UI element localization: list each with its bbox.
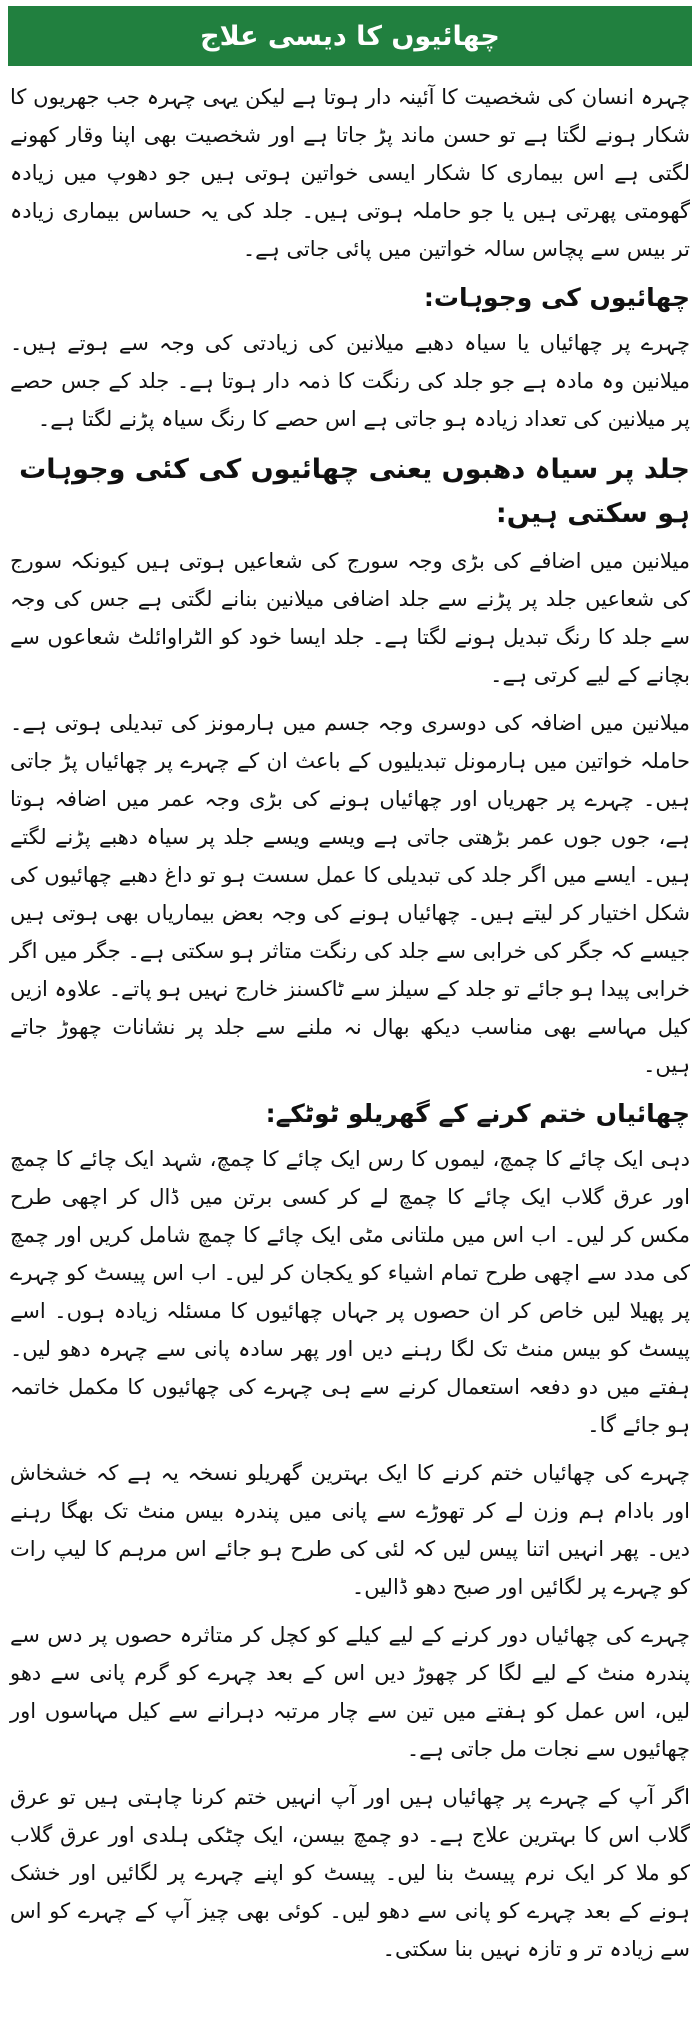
remedy-paragraph-4: اگر آپ کے چہرے پر چھائیاں ہیں اور آپ انہیں ختم کرنا چاہتی ہیں تو عرق گلاب اس کا بہترین علاج ہے۔ دو چمچ بیسن، ایک چٹکی ہلدی اور عرق گلاب کو ملا کر ایک نرم پیسٹ بنا لیں۔ پیسٹ کو اپنے چہرے پر لگائیں اور خشک ہونے کے بعد چہرے کو پانی سے دھو لیں۔ کوئی بھی چیز آپ کے چہرے کو اس سے زیادہ تر و تازہ نہیں بنا سکتی۔ <box>10 1785 690 1961</box>
article-title-banner <box>8 6 692 66</box>
reasons-paragraph-1: میلانین میں اضافے کی بڑی وجہ سورج کی شعاعیں ہوتی ہیں کیونکہ سورج کی شعاعیں جلد پر پڑنے سے جلد اضافی میلانین بنانے لگتی ہے جس کی وجہ سے جلد کا رنگ تبدیل ہونے لگتا ہے۔ جلد ایسا خود کو الٹراوائلٹ شعاعوں سے بچانے کے لیے کرتی ہے۔ <box>10 549 690 687</box>
reasons-paragraph-2: میلانین میں اضافہ کی دوسری وجہ جسم میں ہارمونز کی تبدیلی ہوتی ہے۔ حاملہ خواتین میں ہارمونل تبدیلیوں کے باعث ان کے چہرے پر چھائیاں پڑ جاتی ہیں۔ چہرے پر جھریاں اور چھائیاں ہونے کی بڑی وجہ عمر میں اضافہ ہوتا ہے، جوں جوں عمر بڑھتی جاتی ہے ویسے ویسے جلد پر سیاہ دھبے پڑنے لگتے ہیں۔ ایسے میں اگر جلد کی تبدیلی کا عمل سست ہو تو داغ دھبے چھائیوں کی شکل اختیار کر لیتے ہیں۔ چھائیاں ہونے کی وجہ بعض بیماریاں بھی ہوتی ہیں جیسے کہ جگر کی خرابی سے جلد کی رنگت متاثر ہو سکتی ہے۔ جگر میں اگر خرابی پیدا ہو جائے تو جلد کے سیلز سے ٹاکسنز خارج نہیں ہو پاتے۔ علاوہ ازیں کیل مہاسے بھی مناسب دیکھ بھال نہ ملنے سے جلد پر نشانات چھوڑ جاتے ہیں۔ <box>10 711 690 1077</box>
reasons-heading: جلد پر سیاہ دھبوں یعنی چھائیوں کی کئی وجوہات ہو سکتی ہیں: <box>19 454 690 529</box>
causes-paragraph: چہرے پر چھائیاں یا سیاہ دھبے میلانین کی زیادتی کی وجہ سے ہوتے ہیں۔ میلانین وہ مادہ ہے جو جلد کی رنگت کا ذمہ دار ہوتا ہے۔ جلد کے جس حصے پر میلانین کی تعداد زیادہ ہو جاتی ہے اس حصے کا رنگ سیاہ پڑنے لگتا ہے۔ <box>10 331 690 431</box>
intro-paragraph: چہرہ انسان کی شخصیت کا آئینہ دار ہوتا ہے لیکن یہی چہرہ جب جھریوں کا شکار ہونے لگتا ہے تو حسن ماند پڑ جاتا ہے اور شخصیت بھی اپنا وقار کھونے لگتی ہے اس بیماری کا شکار ایسی خواتین ہوتی ہیں جو دھوپ میں زیادہ گھومتی پھرتی ہیں یا جو حاملہ ہوتی ہیں۔ جلد کی یہ حساس بیماری زیادہ تر بیس سے پچاس سالہ خواتین میں پائی جاتی ہے۔ <box>10 85 690 261</box>
remedy-paragraph-1: دہی ایک چائے کا چمچ، لیموں کا رس ایک چائے کا چمچ، شہد ایک چائے کا چمچ اور عرق گلاب ایک چائے کا چمچ لے کر کسی برتن میں ڈال کر اچھی طرح مکس کر لیں۔ اب اس میں ملتانی مٹی ایک چائے کا چمچ شامل کریں اور چمچ کی مدد سے اچھی طرح تمام اشیاء کو یکجان کر لیں۔ اب اس پیسٹ کو چہرے پر پھیلا لیں خاص کر ان حصوں پر جہاں چھائیوں کا مسئلہ زیادہ ہوں۔ اسے پیسٹ کو بیس منٹ تک لگا رہنے دیں اور پھر سادہ پانی سے چہرہ دھو لیں۔ ہفتے میں دو دفعہ استعمال کرنے سے ہی چہرے کی چھائیوں کا مکمل خاتمہ ہو جائے گا۔ <box>10 1147 690 1437</box>
causes-heading: چھائیوں کی وجوہات: <box>423 283 690 312</box>
remedies-heading: چھائیاں ختم کرنے کے گھریلو ٹوٹکے: <box>265 1099 690 1128</box>
remedy-paragraph-3: چہرے کی چھائیاں دور کرنے کے لیے کیلے کو کچل کر متاثرہ حصوں پر دس سے پندرہ منٹ کے لیے لگا کر چھوڑ دیں اس کے بعد چہرے کو گرم پانی سے دھو لیں، اس عمل کو ہفتے میں تین سے چار مرتبہ دہرانے سے کیل مہاسوں اور چھائیوں سے نجات مل جاتی ہے۔ <box>10 1623 690 1761</box>
remedy-paragraph-2: چہرے کی چھائیاں ختم کرنے کا ایک بہترین گھریلو نسخہ یہ ہے کہ خشخاش اور بادام ہم وزن لے کر تھوڑے سے پانی میں پندرہ بیس منٹ تک بھگا رہنے دیں۔ پھر انہیں اتنا پیس لیں کہ لئی کی طرح ہو جائے اس مرہم کا لیپ رات کو چہرے پر لگائیں اور صبح دھو ڈالیں۔ <box>10 1461 690 1599</box>
article-title: چھائیوں کا دیسی علاج <box>200 20 500 52</box>
